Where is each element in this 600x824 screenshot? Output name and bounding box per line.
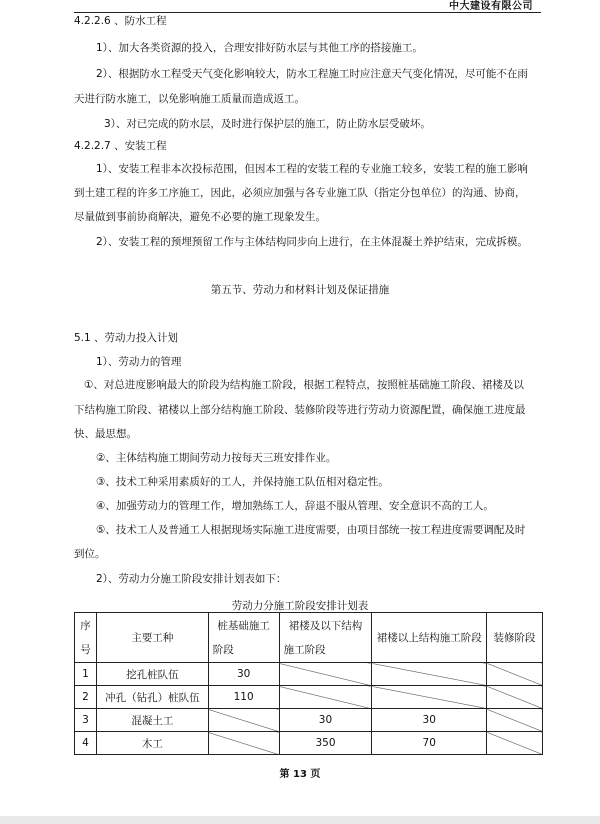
row-number: 1 [75, 663, 97, 686]
paragraph-line: 快、最思想。 [74, 428, 137, 440]
section-heading-installation: 4.2.2.7 、安装工程 [74, 140, 167, 152]
table-row [75, 732, 543, 755]
paragraph-line: 3）、对已完成的防水层，及时进行保护层的施工，防止防水层受破坏。 [104, 118, 431, 130]
empty-cell [208, 732, 279, 755]
row-tower-value: 30 [372, 709, 487, 732]
paragraph-line: 到位。 [74, 548, 106, 560]
header-trade: 主要工种 [96, 613, 208, 663]
paragraph-line: 2）、根据防水工程受天气变化影响较大，防水工程施工时应注意天气变化情况，尽可能不在雨 [96, 68, 528, 80]
table-row [75, 663, 543, 686]
table-row [75, 686, 543, 709]
paragraph-line: 2）、安装工程的预埋预留工作与主体结构同步向上进行，在主体混凝土养护结束，完成拆模。 [96, 236, 528, 248]
page-number: 第 13 页 [279, 769, 321, 780]
header-company-name: 中大建设有限公司 [449, 1, 533, 12]
row-trade: 挖孔桩队伍 [96, 663, 208, 686]
empty-cell [208, 709, 279, 732]
empty-cell [487, 732, 543, 755]
paragraph-line: 天进行防水施工，以免影响施工质量而造成返工。 [74, 93, 305, 105]
paragraph-line: 下结构施工阶段、裙楼以上部分结构施工阶段、装修阶段等进行劳动力资源配置，确保施工进度最 [74, 404, 526, 416]
table-row [75, 709, 543, 732]
paragraph-line: ⑤、技术工人及普通工人根据现场实际施工进度需要，由项目部统一按工程进度需要调配及时 [96, 524, 526, 536]
header-podium-stage-line: 裙楼及以下结构 [288, 619, 363, 632]
header-pile-stage [208, 613, 279, 663]
empty-cell [372, 663, 487, 686]
page-header [74, 0, 541, 13]
empty-cell [487, 663, 543, 686]
paragraph-line: ③、技术工种采用素质好的工人，并保持施工队伍相对稳定性。 [96, 476, 389, 488]
row-pile-value: 30 [208, 663, 279, 686]
section-heading-waterproofing: 4.2.2.6 、防水工程 [74, 15, 167, 27]
empty-cell [487, 686, 543, 709]
row-tower-value: 70 [372, 732, 487, 755]
header-number [75, 613, 97, 663]
header-number-line: 号 [80, 643, 91, 656]
row-pile-value: 110 [208, 686, 279, 709]
header-finishing-stage: 装修阶段 [487, 613, 543, 663]
row-trade: 木工 [96, 732, 208, 755]
section-title: 第五节、劳动力和材料计划及保证措施 [210, 284, 390, 296]
empty-cell [279, 663, 372, 686]
paragraph-line: 1）、劳动力的管理 [96, 356, 182, 368]
header-tower-stage: 裙楼以上结构施工阶段 [372, 613, 487, 663]
row-number: 4 [75, 732, 97, 755]
row-podium-value: 30 [279, 709, 372, 732]
row-trade: 冲孔（钻孔）桩队伍 [96, 686, 208, 709]
paragraph-line: 1）、加大各类资源的投入，合理安排好防水层与其他工序的搭接施工。 [96, 42, 423, 54]
labor-plan-table [74, 612, 543, 755]
paragraph-line: ①、对总进度影响最大的阶段为结构施工阶段，根据工程特点，按照桩基础施工阶段、裙楼及以 [84, 379, 524, 391]
header-podium-stage [279, 613, 372, 663]
paragraph-line: 尽量做到事前协商解决，避免不必要的施工现象发生。 [74, 211, 326, 223]
table-header-row [75, 613, 543, 663]
row-number: 3 [75, 709, 97, 732]
paragraph-line: ②、主体结构施工期间劳动力按每天三班安排作业。 [96, 452, 337, 464]
paragraph-line: 1）、安装工程非本次投标范围，但因本工程的安装工程的专业施工较多，安装工程的施工影响 [96, 163, 528, 175]
table-caption: 劳动力分施工阶段安排计划表 [231, 600, 369, 612]
paragraph-line: 到土建工程的许多工序施工，因此，必须应加强与各专业施工队（指定分包单位）的沟通、协商， [74, 187, 526, 199]
header-pile-stage-line: 桩基础施工 [217, 619, 270, 632]
subsection-heading: 5.1 、劳动力投入计划 [74, 332, 179, 344]
row-number: 2 [75, 686, 97, 709]
paragraph-line: 2）、劳动力分施工阶段安排计划表如下： [96, 573, 287, 585]
row-podium-value: 350 [279, 732, 372, 755]
empty-cell [372, 686, 487, 709]
header-pile-stage-line: 阶段 [212, 643, 234, 656]
header-podium-stage-line: 施工阶段 [283, 643, 326, 656]
empty-cell [487, 709, 543, 732]
header-number-line: 序 [80, 619, 91, 632]
page-bottom-edge [0, 816, 600, 824]
row-trade: 混凝土工 [96, 709, 208, 732]
paragraph-line: ④、加强劳动力的管理工作，增加熟练工人，辞退不服从管理、安全意识不高的工人。 [96, 500, 494, 512]
empty-cell [279, 686, 372, 709]
